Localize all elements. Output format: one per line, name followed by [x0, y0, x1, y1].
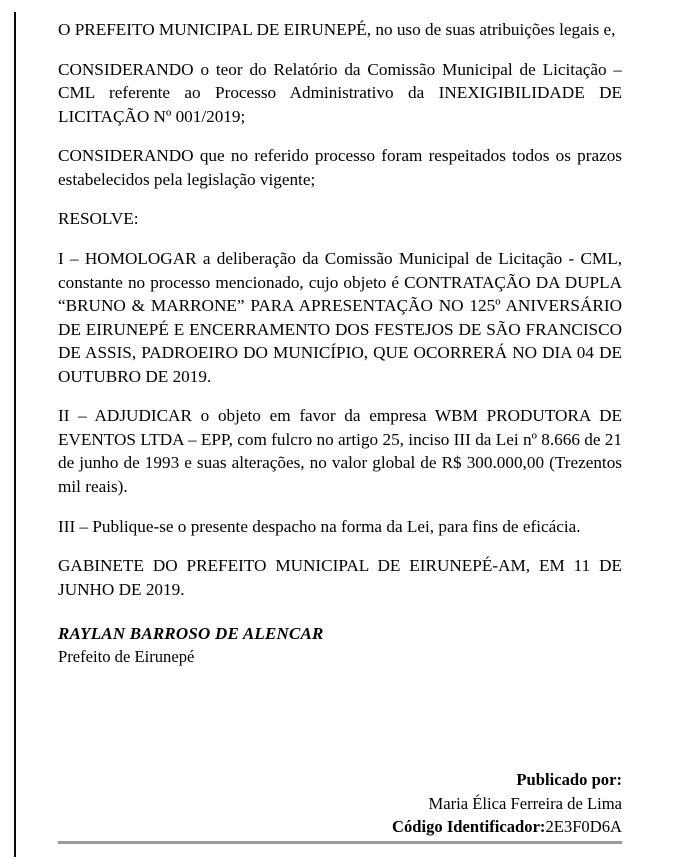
paragraph-considerando-2: CONSIDERANDO que no referido processo foram respeitados todos os prazos estabelecidos pela legislação vigente; [58, 146, 622, 189]
identifier-line [58, 815, 622, 839]
signature-block [58, 623, 622, 668]
clause-i: I – HOMOLOGAR a deliberação da Comissão Municipal de Licitação - CML, constante no processo mencionado, cujo objeto é CONTRATAÇÃO DA DUPLA “BRUNO & MARRONE” PARA APRESENTAÇÃO NO 125º ANIVERSÁRIO DE EIRUNEPÉ E ENCERRAMENTO DOS FESTEJOS DE SÃO FRANCISCO DE ASSIS, PADROEIRO DO MUNICÍPIO, QUE OCORRERÁ NO DIA 04 DE OUTUBRO DE 2019. [58, 248, 622, 386]
document-body [58, 18, 622, 669]
signatory-name: RAYLAN BARROSO DE ALENCAR [58, 624, 324, 644]
paragraph-preamble: O PREFEITO MUNICIPAL DE EIRUNEPÉ, no uso de suas atribuições legais e, [58, 20, 616, 39]
publisher-name: Maria Élica Ferreira de Lima [428, 793, 622, 813]
clause-iii: III – Publique-se o presente despacho na forma da Lei, para fins de eficácia. [58, 516, 581, 536]
closing-statement: GABINETE DO PREFEITO MUNICIPAL DE EIRUNEPÉ-AM, EM 11 DE JUNHO DE 2019. [58, 556, 622, 599]
published-by-label: Publicado por: [516, 770, 622, 789]
publication-footer [58, 768, 622, 839]
identifier-label: Código Identificador: [391, 817, 546, 837]
resolve-heading: RESOLVE: [58, 209, 139, 229]
identifier-code: 2E3F0D6A [545, 817, 622, 837]
paragraph-considerando-1: CONSIDERANDO o teor do Relatório da Comissão Municipal de Licitação – CML referente ao Processo Administrativo da INEXIGIBILIDADE DE LICITAÇÃO Nº 001/2019; [58, 59, 622, 126]
footer-divider [58, 841, 622, 844]
scan-edge-artifact-line [14, 12, 16, 857]
clause-ii: II – ADJUDICAR o objeto em favor da empresa WBM PRODUTORA DE EVENTOS LTDA – EPP, com fulcro no artigo 25, inciso III da Lei nº 8.666 de 21 de junho de 1993 e suas alterações, no valor global de R$ 300.000,00 (Trezentos mil reais). [58, 406, 622, 496]
signatory-role: Prefeito de Eirunepé [58, 647, 195, 667]
